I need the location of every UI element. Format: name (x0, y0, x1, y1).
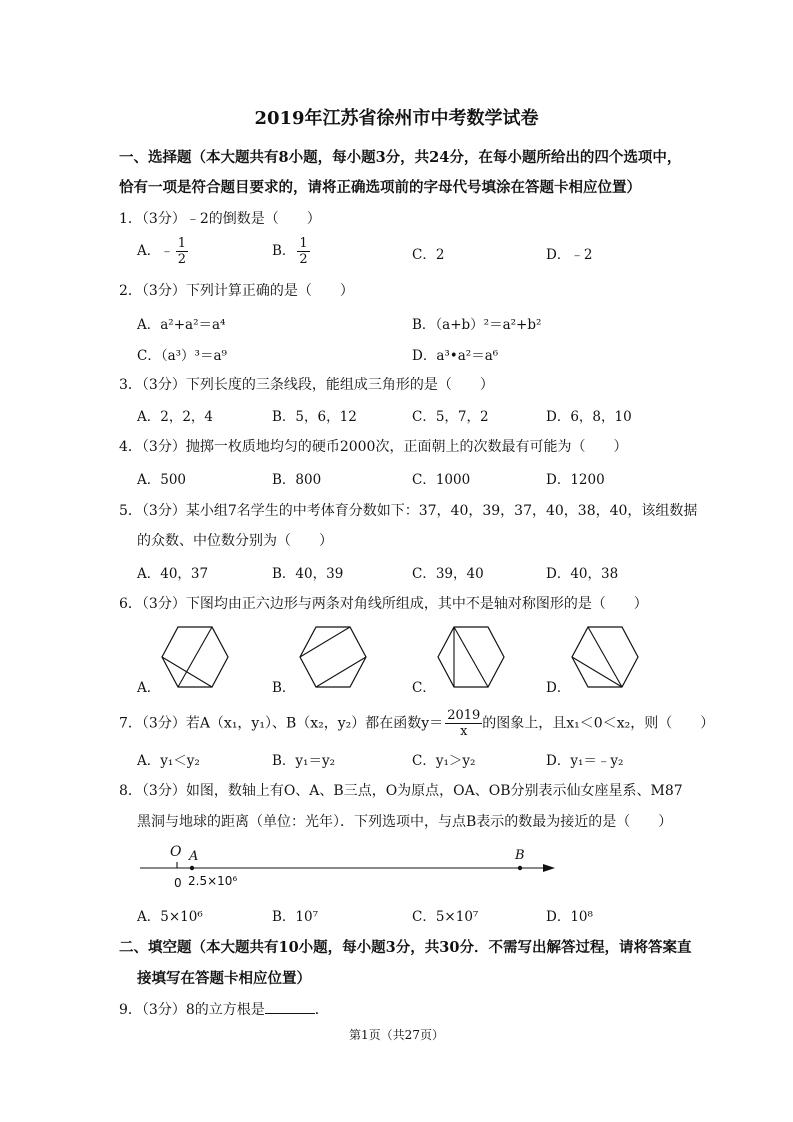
q1-option-a-label: A． (137, 243, 161, 259)
hexagon-d-diagonal-1 (588, 627, 622, 687)
q5-stem-line1: 5．（3分）某小组7名学生的中考体育分数如下：37，40，39，37，40，38，40，该组数据 (119, 503, 698, 519)
tick-label-a: 2.5×10⁶ (188, 874, 238, 888)
hexagon-b-outline (300, 627, 366, 687)
page-title: 2019年江苏省徐州市中考数学试卷 (254, 108, 539, 129)
q7-numerator: 2019 (447, 708, 481, 723)
q9-stem-post: ． (314, 1002, 329, 1018)
q1-a-numerator: 1 (177, 236, 187, 251)
q5-option-c: C．39，40 (412, 566, 484, 582)
q1-option-c: C．2 (412, 247, 445, 263)
q8-option-c: C．5×10⁷ (412, 909, 479, 925)
hexagon-a-diagonal-1 (178, 627, 212, 687)
q7-option-b: B．y₁＝y₂ (272, 753, 335, 769)
q1-b-denominator: 2 (299, 252, 308, 267)
q9-answer-blank[interactable] (265, 1000, 315, 1014)
section2-heading-line2: 接填写在答题卡相应位置） (137, 970, 311, 987)
q2-option-b: B．（a+b）²＝a²+b² (412, 317, 542, 333)
q8-stem-line1: 8．（3分）如图，数轴上有O、A、B三点，O为原点，OA、OB分别表示仙女座星系、M87 (119, 783, 683, 799)
q7-option-a: A．y₁＜y₂ (137, 753, 200, 769)
q5-option-d: D．40，38 (546, 566, 619, 582)
q8-option-d: D．10⁸ (546, 909, 593, 925)
q1-option-a-sign: ﹣ (160, 243, 174, 259)
q6-option-b-label: B． (272, 680, 296, 696)
q7-stem (119, 708, 714, 739)
q4-option-b: B．800 (272, 472, 322, 488)
q4-option-a: A．500 (137, 472, 187, 488)
q5-option-b: B．40，39 (272, 566, 344, 582)
q4-option-c: C．1000 (412, 472, 471, 488)
q1-option-d: D．﹣2 (546, 247, 593, 263)
page-footer: 第1页（共27页） (349, 1028, 444, 1042)
q5-option-a: A．40，37 (137, 566, 209, 582)
label-a: A (189, 849, 199, 864)
section1-heading-line1: 一、选择题（本大题共有8小题，每小题3分，共24分，在每小题所给出的四个选项中， (119, 149, 682, 166)
q7-option-c: C．y₁＞y₂ (412, 753, 476, 769)
q4-stem: 4．（3分）抛掷一枚质地均匀的硬币2000次，正面朝上的次数最有可能为（ ） (119, 439, 628, 455)
q1-stem: 1．（3分）﹣2的倒数是（ ） (119, 211, 321, 227)
q2-stem: 2．（3分）下列计算正确的是（ ） (119, 283, 354, 299)
tick-label-0: 0 (174, 876, 182, 890)
q7-denominator: x (445, 723, 482, 739)
number-line-arrow (543, 864, 555, 872)
section2-heading-line1: 二、填空题（本大题共有10小题，每小题3分，共30分．不需写出解答过程，请将答案直 (119, 939, 692, 956)
q1-option-b-label: B． (272, 243, 296, 259)
label-o: O (170, 844, 182, 860)
q6-hexagon-a (160, 624, 230, 690)
q1-option-b (272, 236, 310, 267)
q2-option-d: D．a³•a²＝a⁶ (412, 348, 499, 364)
q9-stem (119, 999, 329, 1019)
section1-heading-line2: 恰有一项是符合题目要求的，请将正确选项前的字母代号填涂在答题卡相应位置） (119, 179, 641, 196)
q1-option-a-fraction (176, 236, 188, 267)
q8-stem-line2: 黑洞与地球的距离（单位：光年）．下列选项中，与点B表示的数最为接近的是（ ） (137, 814, 673, 830)
hexagon-c-diagonal-2 (454, 627, 488, 687)
q7-stem-pre: 7．（3分）若A（x₁，y₁）、B（x₂，y₂）都在函数y＝ (119, 715, 444, 732)
q6-stem: 6．（3分）下图均由正六边形与两条对角线所组成，其中不是轴对称图形的是（ ） (119, 596, 648, 612)
q7-option-d: D．y₁＝﹣y₂ (546, 753, 624, 769)
q8-option-a: A．5×10⁶ (137, 909, 203, 925)
q3-stem: 3．（3分）下列长度的三条线段，能组成三角形的是（ ） (119, 377, 494, 393)
q1-a-denominator: 2 (177, 252, 187, 267)
q6-option-a-label: A． (137, 680, 161, 696)
q4-option-d: D．1200 (546, 472, 605, 488)
q7-stem-post: 的图象上，且x₁＜0＜x₂，则（ ） (482, 715, 715, 732)
q8-option-b: B．10⁷ (272, 909, 319, 925)
q6-hexagon-d (570, 624, 640, 690)
q9-stem-pre: 9．（3分）8的立方根是 (119, 1002, 265, 1018)
q1-option-b-fraction (297, 236, 309, 267)
q3-option-a: A．2，2，4 (137, 409, 214, 425)
q7-fraction (445, 708, 482, 739)
q5-stem-line2: 的众数、中位数分别为（ ） (137, 533, 333, 549)
q6-hexagon-c (436, 624, 506, 690)
q1-option-a (137, 236, 188, 267)
point-b-dot (518, 866, 522, 870)
q6-hexagon-b (298, 624, 368, 690)
q2-option-c: C．（a³）³＝a⁹ (137, 348, 227, 364)
q3-option-d: D．6，8，10 (546, 409, 632, 425)
q2-option-a: A．a²+a²＝a⁴ (137, 317, 226, 333)
q1-b-numerator: 1 (299, 236, 308, 251)
q6-option-d-label: D． (546, 680, 571, 696)
q6-option-c-label: C． (412, 680, 436, 696)
q3-option-c: C．5，7，2 (412, 409, 489, 425)
q3-option-b: B．5，6，12 (272, 409, 357, 425)
point-a-dot (190, 866, 194, 870)
q8-number-line (135, 842, 565, 892)
label-b: B (515, 848, 525, 863)
